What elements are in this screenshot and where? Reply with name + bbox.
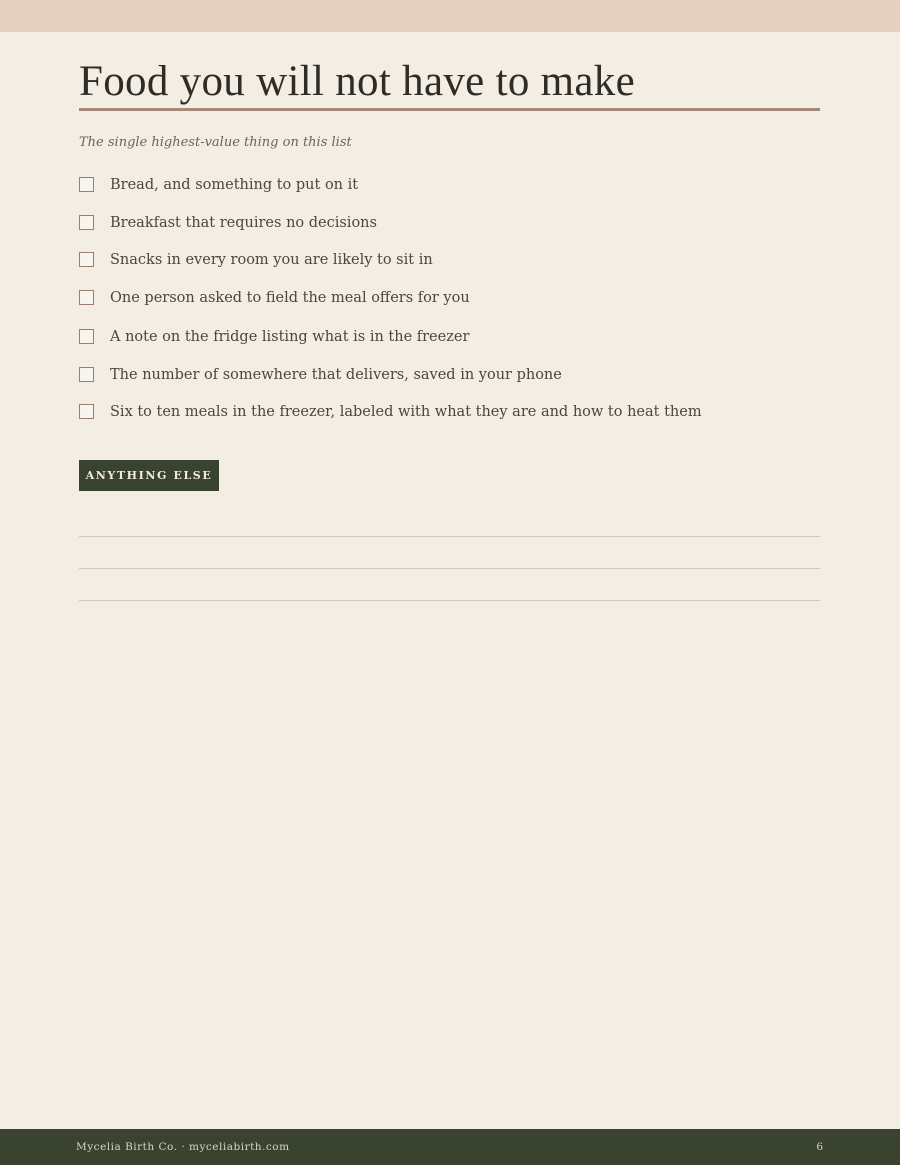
page-subtitle: The single highest-value thing on this list — [79, 135, 352, 150]
checklist-item-label: A note on the fridge listing what is in the freezer — [110, 329, 470, 345]
page-title: Food you will not have to make — [79, 58, 635, 105]
checklist-item-label: Breakfast that requires no decisions — [110, 215, 377, 231]
checkbox[interactable] — [79, 329, 94, 344]
title-rule — [79, 108, 820, 111]
notes-write-line[interactable] — [79, 600, 820, 601]
page-footer — [0, 1129, 900, 1165]
top-band — [0, 0, 900, 32]
page-number: 6 — [816, 1141, 823, 1153]
notes-section-label: ANYTHING ELSE — [79, 460, 219, 491]
checkbox[interactable] — [79, 252, 94, 267]
notes-write-line[interactable] — [79, 568, 820, 569]
checkbox[interactable] — [79, 367, 94, 382]
checkbox[interactable] — [79, 404, 94, 419]
checklist-item-label: Six to ten meals in the freezer, labeled with what they are and how to heat them — [110, 404, 702, 420]
notes-write-line[interactable] — [79, 536, 820, 537]
footer-brand: Mycelia Birth Co. · myceliabirth.com — [76, 1141, 290, 1153]
checkbox[interactable] — [79, 215, 94, 230]
checklist-item-label: Bread, and something to put on it — [110, 177, 359, 193]
checklist-item-label: The number of somewhere that delivers, saved in your phone — [110, 367, 562, 383]
checkbox[interactable] — [79, 177, 94, 192]
checklist-item-label: One person asked to field the meal offers for you — [110, 290, 470, 306]
checkbox[interactable] — [79, 290, 94, 305]
checklist-item-label: Snacks in every room you are likely to sit in — [110, 252, 433, 268]
